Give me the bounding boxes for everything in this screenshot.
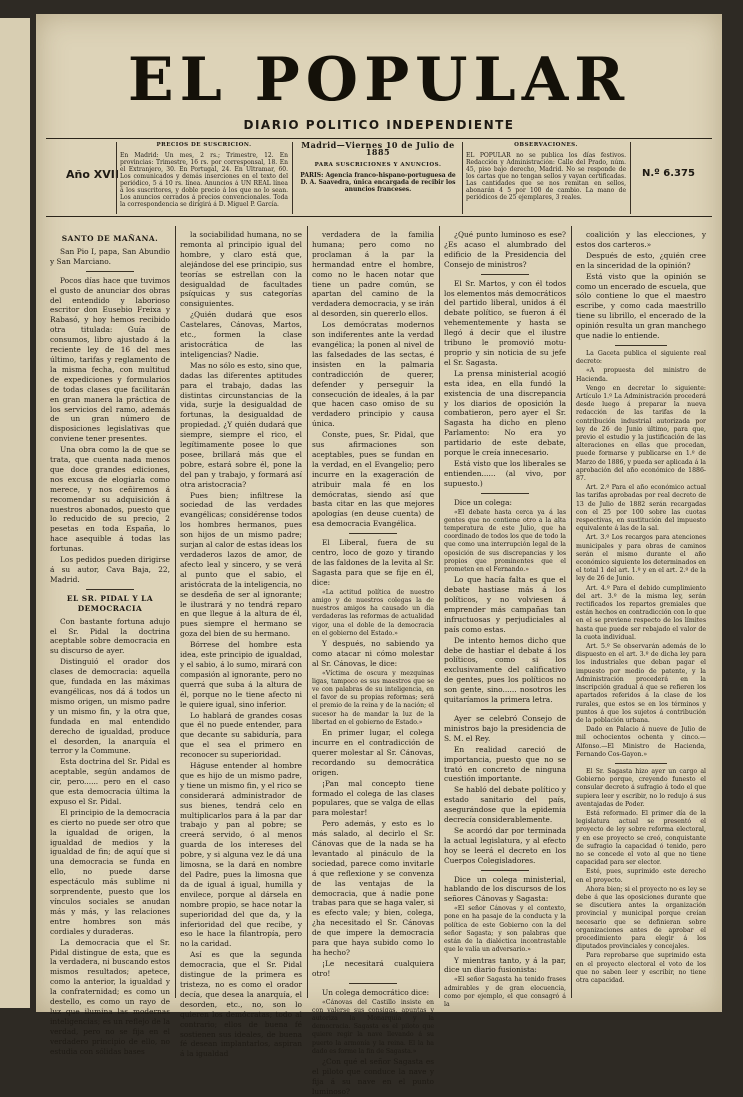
quoted-text: «El debate hasta cerca ya á las gentes que no contiene otro a la alta temperatura de este Julio, que ha coordinado de todos los que de todo la que como una interrupción legal de la oposición de sus discrepancias y los propios que prominentes que el prometen en el Fernando.» xyxy=(444,508,566,573)
article-paragraph: Distinguió el orador dos clases de democracia: aquella que, fundada en las máximas evangélicas, nos dá á todos un mismo origen, un mismo padre y un mismo fin, y la otra que, fundada en mal entendido derecho de igualdad, produce el desorden, la anarquía el terror y la Commune. xyxy=(50,657,170,756)
quoted-text: Está reformado. El primer día de la legislatura actual se presentó el proyecto de ley sobre reforma electoral, y en ese proyecto se creó, conquistante de sufragio la capacidad ó tenido, pero no se concede el voto al que no tiene capacidad para ser elector. xyxy=(576,809,706,867)
section-separator xyxy=(86,271,134,272)
quoted-text: «El señor Sagasta ha tenido frases admirables y de gran elocuencia, como por ejemplo, el que consagró á la xyxy=(444,976,566,1008)
column-2 xyxy=(180,230,303,1059)
quoted-text: Art. 2.º Para el año económico actual las tarifas aprobadas por real decreto de 13 de Julio de 1882 serán recargadas con el 25 por 100 sobre las cuotas respectivas, en sustitución del impuesto equivalente á las de la sal. xyxy=(576,484,706,533)
precios-box xyxy=(120,142,288,208)
article-paragraph: La prensa ministerial acogió esta idea, en ella fundó la existencia de una discrepancia y los diarios de oposición la combatieron, pero ayer el Sr. Sagasta ha dicho en pleno Parlamento: No era yo partidario de este debate, porque le creía innecesario. xyxy=(444,368,566,458)
article-paragraph: Lo hablará de grandes cosas que él no puede entender, para que decante su sabiduría, para que el sea el primero en reconocer su superioridad. xyxy=(180,710,302,760)
article-paragraph: ¿Con qué el señor Sagasta es el piloto que conduce la nave y fija á su nave en el punto luminoso? xyxy=(312,1057,434,1096)
article-paragraph: Se habló del debate político y estado sanitario del país, asegurándose que la epidemia decrecía considerablemente. xyxy=(444,785,566,825)
article-paragraph: la sociabilidad humana, no se remonta al principio igual del hombre, y claro está que, alejándose del ese principio, sus teorías se estrellan con la desigualdad de facultades psíquicas y sus categorías consiguientes. xyxy=(180,230,302,309)
precios-title: PRECIOS DE SUSCRICION. xyxy=(156,142,252,148)
section-separator xyxy=(615,763,667,764)
date-line: Madrid—Viernes 10 de Julio de 1885 xyxy=(301,140,455,157)
section-separator xyxy=(615,345,667,346)
column-3 xyxy=(312,230,434,1096)
article-paragraph: Mas no sólo es esto, sino que, dadas las diferentes aptitudes para el trabajo, dadas las distintas circunstancias de la vida, surje la desigualdad de fortunas, la desigualdad de propiedad. ¿Y quién dudará que siempre, siempre el rico, el legítimamente posee lo que posee, brillará más que el pobre, estará sobre él, pone la del pan y trabajo, y formará así otra aristocracia? xyxy=(180,360,302,489)
previous-page-edge xyxy=(0,18,30,1008)
section-separator xyxy=(481,870,530,871)
article-paragraph: Los demócratas modernos son indiferentes ante la verdad evangélica; la ponen al nivel de las falsedades de las sectas, é insisten en la palmaria contradicción de querer, defender y perseguir la consecución de ideales, á la par que hacen caso omiso de su verdadero principio y causa única. xyxy=(312,320,434,429)
quoted-text: Para reprobarse que suprimido esta en el proyecto electoral el voto de los que no saben leer y escribir, no tiene otra capacidad. xyxy=(576,952,706,984)
article-paragraph: San Pio I, papa, San Abundio y San Marciano. xyxy=(50,246,170,266)
quoted-text: Vengo en decretar lo siguiente: Artículo 1.º La Administración procederá desde luego á preparar la nueva redacción de las tarifas de la contribución industrial autorizada por ley de 26 de Junio último, para que, previo el estudio y la justificación de las alteraciones en ellas que procedan, puede formarse y publicarse en 1.º de Marzo de 1886, y pueda ser aplicada á la aprobación del año económico de 1886-87. xyxy=(576,384,706,483)
article-paragraph: verdadera de la familia humana; pero como no proclaman á la par la hermandad entre el hombre, como no le hacen notar que tiene un padre común, se apartan del camino de la verdadera democracia, y se irán al desorden, sin quererlo ellos. xyxy=(312,230,434,319)
quoted-text: El Sr. Sagasta hizo ayer un cargo al Gobierno porque, creyendo funesto el consular decreto á sufragio á todo el que supiera leer y escribir, no lo redujo á sus aventajadas de Poder. xyxy=(576,767,706,808)
observaciones-box xyxy=(466,142,626,201)
column-4 xyxy=(444,230,566,1008)
article-paragraph: ¡Pan mal concepto tiene formado el colega de las clases populares, que se valga de ellas para molestar! xyxy=(312,778,434,818)
article-paragraph: Está visto que la opinión se como un encerado de escuela, que sólo contiene lo que el maestro escribe, y como cada maestrillo tiene su librillo, el encerado de la opinión resulta un gran manchego que nadie lo entiende. xyxy=(576,271,706,341)
article-paragraph: Un colega democrático dice: xyxy=(322,987,430,997)
article-paragraph: Está visto que los liberales se entienden...... (al vivo, por supuesto.) xyxy=(444,458,566,488)
article-paragraph: Pero además, y esto es lo más salado, al decirlo el Sr. Cánovas que de la nada se ha levantado al pináculo de la sociedad, parece como invitarle á que reflexione y se convenza de las ventajas de la democracia, que á nadie pone trabas para que se haga valer, si es efecto vale; y bien, colega, ¿ha necesitado el Sr. Cánovas de que impere la democracia para que haya subido como lo ha hecho? xyxy=(312,819,434,958)
header-rule-bottom xyxy=(46,216,712,217)
article-paragraph: ¡Le necesitará cualquiera otro! xyxy=(312,958,434,978)
article-paragraph: La democracia que el Sr. Pidal distingue de esta, que es la verdadera, ni buscando estos mismos resultados; apetece, como la anterior, la igualdad y la confraternidad; es como un destello, es como un rayo de luz que ilumina las modernas inteligencias; es un reflejo de la verdad, pero no se fija en el verdadero principio de ello, no estudia con sólidas bases xyxy=(50,937,170,1056)
header-divider xyxy=(630,142,631,214)
column-divider xyxy=(439,226,440,998)
article-paragraph: Una obra como la de que se trata, que cuenta nada menos que doce grandes ediciones, nos excusa de elogiarla como merece, y nos ceñiremos á recomendar su adquisición á nuestros abonados, puesto que lo reducido de su precio, 2 pesetas en toda España, lo hace asequible á todas las fortunas. xyxy=(50,445,170,554)
header-divider xyxy=(116,142,117,214)
precios-text: En Madrid: Un mes, 2 rs.; Trimestre, 12. En provincias: Trimestre, 16 rs. por corresponsal, 18. En el Extranjero, 30. En Portugal, 24. En Ultramar, 60. Los comunicados y demás inserciones en el texto del periódico, 5 á 10 rs. línea. Anuncios á UN REAL línea á los suscritores, y doble precio á los que no lo sean. Los anuncios cerrados á precios convencionales. Toda la correspondencia se dirigirá á D. Miguel P. García. xyxy=(120,152,288,208)
article-paragraph: Después de esto, ¿quién cree en la sinceridad de la opinión? xyxy=(576,250,706,270)
article-paragraph: Dice un colega ministerial, hablando de los discursos de los señores Cánovas y Sagasta: xyxy=(444,874,566,904)
quoted-text: Dado en Palacio á nueve de Julio de mil ochocientos ochenta y cinco.—Alfonso.—El Ministro de Hacienda, Fernando Cos-Gayon.» xyxy=(576,726,706,758)
section-separator xyxy=(481,709,530,710)
section-separator xyxy=(481,493,530,494)
center-box xyxy=(298,142,458,193)
anuncios-title: PARA SUSCRICIONES Y ANUNCIOS. xyxy=(314,162,442,168)
masthead-subtitle: DIARIO POLITICO INDEPENDIENTE xyxy=(243,118,515,132)
article-paragraph: ¿Qué punto luminoso es ese? ¿Es acaso el alumbrado del edificio de la Presidencia del Consejo de ministros? xyxy=(444,230,566,269)
quoted-text: «La actitud política de nuestro amigo y de nuestros colegas la de nuestros amigos ha causado un día verdaderas las reformas de actualidad vigor, una el doble de la democracia en el gobierno del Estado.» xyxy=(312,588,434,637)
quoted-text: «El señor Cánovas y el contexto, pone en ha pasaje de la conducta y la política de este Gobierno con la del señor Sagasta; y son palabras que están de la dialéctica incontrastable que le valía un adversario.» xyxy=(444,905,566,954)
column-1 xyxy=(50,230,171,1056)
header-divider xyxy=(292,142,293,214)
article-paragraph: Y después, no sabiendo ya como atacar ni cómo molestar al Sr. Cánovas, le dice: xyxy=(312,638,434,668)
article-paragraph: El Sr. Martos, y con él todos los elementos más democráticos del partido liberal, unidos á él debate político, se fueron á él vehementemente y hasta se llegó á decir que el ilustre tribuno le promovió motu-proprio y sin noticia de su jefe el Sr. Sagasta. xyxy=(444,278,566,367)
article-paragraph: Bórrese del hombre esta idea, este principio de igualdad, y el sabio, á lo sumo, mirará con compasión al ignorante, pero no querrá que suba á la altura de él, porque no le tiene afecto ni le quiere igual, sino inferior. xyxy=(180,640,302,709)
article-paragraph: El principio de la democracia es cierto no puede ser otro que la igualdad de origen, la igualdad de medios y la igualdad de fin; de aquí que si una democracia se funda en ello, no puede darse espectáculo más sublime ni sorprendente, puesto que los vínculos sociales se anudan más y más, y las relaciones entre hombres son más cordiales y duraderas. xyxy=(50,807,171,936)
article-paragraph: Dice un colega: xyxy=(454,497,512,507)
section-separator xyxy=(481,274,530,275)
column-divider xyxy=(307,226,308,998)
article-paragraph: Y mientras tanto, y á la par, dice un diario fusionista: xyxy=(444,955,566,975)
issue-number: N.º 6.375 xyxy=(642,168,695,179)
quoted-text: «A propuesta del ministro de Hacienda. xyxy=(576,367,706,383)
article-paragraph: En realidad careció de importancia, puesto que no se trató en concreto de ninguna cuestión importante. xyxy=(444,744,566,784)
article-paragraph: Esta doctrina del Sr. Pidal es aceptable, según andamos de cir, pero...... pero en el caso que esta democracia última la expuso el Sr. Pidal. xyxy=(50,757,170,806)
article-paragraph: Lo que hacía falta es que el debate hastiase más á los políticos, y no volviesen á emprender más campañas tan infructuosas y perjudiciales al país como estas. xyxy=(444,575,566,634)
article-paragraph: Ayer se celebró Consejo de ministros bajo la presidencia de S. M. el Rey. xyxy=(444,713,566,743)
quoted-text: Art. 5.º Se observarán además de lo dispuesto en el art. 3.º de dicha ley para los industriales que deban pagar el impuesto por medio de patente, y la Administración procederá en la inscripción gradual á que se refieren los apartados referidos á la clase de los rurales, que estos se en los términos y puntos á que los sujetos á contribución de la población urbana. xyxy=(576,643,706,724)
article-heading: EL SR. PIDAL Y LA DEMOCRACIA xyxy=(66,593,154,613)
column-divider xyxy=(571,226,572,998)
article-paragraph: Conste, pues, Sr. Pidal, que sus afirmaciones son aceptables, pues se fundan en la verdad, en el Evangelio; pero incurre en la exageración de atribuir mala fé en los demócratas, siendo así que basta citar en las que mejores apologías (en deuse cuenta) de esa democracia Evangélica. xyxy=(312,430,434,529)
quoted-text: Esté, pues, suprimido este derecho en el proyecto. xyxy=(576,868,706,884)
article-paragraph: En primer lugar, el colega incurre en el contradicción de querer molestar al Sr. Cánovas, recordando su democrática origen. xyxy=(312,728,434,777)
article-paragraph: Los pedidos pueden dirigirse á su autor, Cava Baja, 22, Madrid. xyxy=(50,555,170,584)
column-divider xyxy=(175,226,176,998)
article-paragraph: Pocos días hace que tuvimos el gusto de anunciar dos obras del entendido y laborioso escritor don Eusebio Freixa y Rabasó, y hoy hemos recibido otra titulada: Guía de consumos, libro ajustado á la reciente ley de 16 del mes último, tarifas y reglamento de la misma fecha, con multitud de expediciones y formularios de todas clases que facilitarán en gran manera la práctica de los servicios del ramo, además de un gran número de disposiciones legislativas que conviene tener presentes. xyxy=(50,275,170,444)
quoted-text: La Gaceta publica el siguiente real decreto: xyxy=(576,349,706,366)
article-paragraph: Con bastante fortuna adujo el Sr. Pidal la doctrina aceptable sobre democracia en su discurso de ayer. xyxy=(50,616,170,656)
article-paragraph: ¿Quién dudará que esos Castelares, Cánovas, Martos, etc., formen la clase aristocrática de las inteligencias? Nadie. xyxy=(180,310,302,359)
newspaper-page xyxy=(36,14,722,1096)
column-5 xyxy=(576,230,706,1000)
quoted-text: Art. 4.º Para el debido cumplimiento del art. 3.º de la misma ley, serán rectificados los repartos gremiales que están hechos en contradicción con lo que en el se previene respecto de los límites hasta que puede ser rebajado el valor de la cuota individual. xyxy=(576,584,706,641)
article-paragraph: Así es que la segunda democracia, que el Sr. Pidal distingue de la primera es tristeza, no es como el orador decía, que desea la anarquía, el desorden, etc., no, son lo quieren los demócratas; todo al contrario; ellos de buena fé sostienen sus ideales, de buena fé desean implantarlos, aspiran á la igualdad xyxy=(180,950,302,1059)
observaciones-text: EL POPULAR no se publica los días festivos. Redacción y Administración: Calle del Prado, núm. 45, piso bajo derecho, Madrid. No se responde de los cartas que no tengan sellos y vayan certificadas. Las cantidades que se nos remitan en sellos, abonarán 4 5 por 100 de cambio. La mano de periódicos de 25 ejemplares, 3 reales. xyxy=(466,152,626,201)
quoted-text: Art. 3.º Los recargos para atenciones municipales y para obras de caminos serán el mismo durante el año económico siguiente los determinados en el total 1 del art. 1.º y en el art. 2.º de la ley de 26 de Junio. xyxy=(576,534,706,583)
article-paragraph: Háguse entender al hombre que es hijo de un mismo padre, y tiene un mismo fin, y el rico se considerará administrador de sus bienes, tendrá celo en multiplicarlos para á la par dar trabajo y pan al pobre; se creerá servido, ó al menos guarda de los intereses del pobre, y si alguna vez le dá una limosna, se la dará en nombre del Padre, pues la limosna que da de igual á igual, humilla y envilece, porque al dársela en nombre propio, se hace notar la superioridad del que da, y la inferioridad del que recibe, y eso le hace la filantropía, pero no la caridad. xyxy=(180,761,302,949)
quoted-text: Ahora bien; si el proyecto no es ley se debe á que las oposiciones durante que se discutiera antes la organización provincial y municipal porque creían necesario que se definieran sobre organizaciones antes de aprobar el procedimiento para elegir á los diputados provinciales y concejales. xyxy=(576,885,706,951)
article-paragraph: Pues bien; infiltrese la sociedad de las verdades evangélicas; considérense todos los hombres hermanos, pues son hijos de un mismo padre; surjan al calor de estas ideas los verdaderos lazos de amor, de afecto leal y sincero, y se verá al punto que el sabio, el aristócrata de la inteligencia, no se desdeña de ser al ignorante; le ilustrará y no tendrá reparo en que llegue á la altura de él, pues siempre el hermano se goza del bien de su hermano. xyxy=(180,490,303,639)
masthead-title: EL POPULAR xyxy=(127,45,631,115)
article-heading: SANTO DE MAÑANA. xyxy=(61,234,159,243)
article-paragraph: De intento hemos dicho que debe de hastiar el debate á los políticos, como si los exclusivamente del calificativo de gentes, pues los políticos no son gente, sino...... nosotros les quitaríamos la primera letra. xyxy=(444,635,566,705)
header-rule-top xyxy=(46,138,712,139)
article-paragraph: coalición y las elecciones, y estos dos carteros.» xyxy=(576,230,706,249)
section-separator xyxy=(86,589,134,590)
header-divider xyxy=(462,142,463,214)
observaciones-title: OBSERVACIONES. xyxy=(514,142,578,148)
quoted-text: «Víctima de oscura y mezquinas ligas, tampoco es sus maestros que se ve con palabras de su inteligencia, en el favor de su propias reformas; será el premio de la reina y de la nación; el sucesor ha de mandar la luz de la libertad en el gobierno de Estado.» xyxy=(312,669,434,726)
quoted-text: «Cánovas del Castillo insiste en con valerse sus consigas, apuntas y autoriza la Monarquía y la democracia. Sagasta es el piloto que quiere regir la nave llevando á su puerto la armonía y la reina. El la ha dado es forme la fin de Sagasta.» xyxy=(312,998,434,1055)
section-separator xyxy=(349,533,398,534)
anuncios-text: PARIS: Agencia franco-hispano-portuguesa de D. A. Saavedra, única encargada de recibir los anuncios franceses. xyxy=(300,172,456,193)
article-paragraph: El Liberal, fuera de su centro, loco de gozo y tirando de las faldones de la levita al Sr. Sagasta para que se fije en él, dice: xyxy=(312,538,434,587)
issue-year: Año XVII xyxy=(66,168,119,181)
section-separator xyxy=(349,983,398,984)
article-paragraph: Se acordó dar por terminada la actual legislatura, y al efecto hoy se leerá el decreto en los Cuerpos Colegisladores. xyxy=(444,825,566,865)
